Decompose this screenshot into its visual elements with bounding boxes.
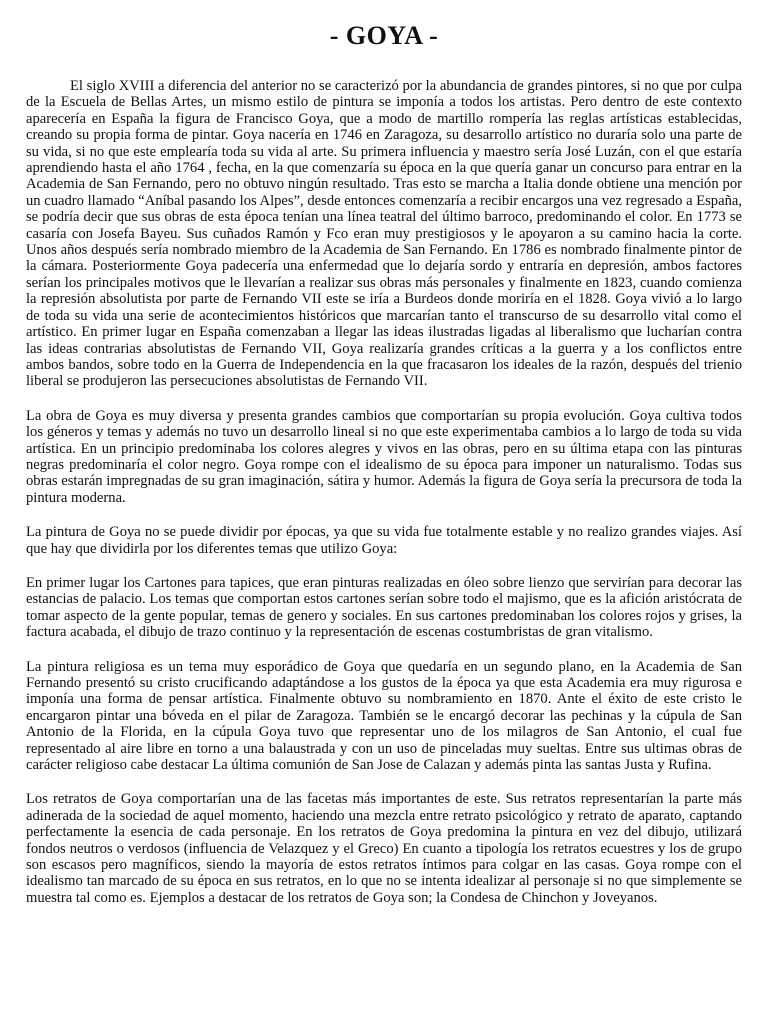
document-page (26, 20, 742, 924)
paragraph-cartones: En primer lugar los Cartones para tapices, que eran pinturas realizadas en óleo sobre lienzo que servirían para decorar las estancias de palacio. Los temas que comportan estos cartones serían sobre todo el majismo, que es la afición aristócrata de tomar aspecto de la gente popular, temas de genero y sociales. En sus cartones predominaban los colores rojos y grises, la factura acabada, el dibujo de trazo continuo y la representación de escenas costumbristas de gran vitalismo. (26, 574, 742, 641)
paragraph-obra: La obra de Goya es muy diversa y presenta grandes cambios que comportarían su propia evolución. Goya cultiva todos los géneros y temas y además no tuvo un desarrollo lineal si no que este experimentaba cambios a lo largo de toda su vida artística. En un principio predominaba los colores alegres y vivos en las obras, pero en su última etapa con las pinturas negras predominaría el color negro. Goya rompe con el idealismo de su época para imponer un naturalismo. Todas sus obras estarán impregnadas de su gran imaginación, sátira y humor. Además la figura de Goya sería la precursora de toda la pintura moderna. (26, 407, 742, 506)
paragraph-intro: El siglo XVIII a diferencia del anterior no se caracterizó por la abundancia de grandes pintores, si no que por culpa de la Escuela de Bellas Artes, un mismo estilo de pintura se imponía a todos los artistas. Pero dentro de este contexto aparecería en España la figura de Francisco Goya, que a modo de martillo rompería las reglas artísticas establecidas, creando su propia forma de pintar. Goya nacería en 1746 en Zaragoza, su desarrollo artístico no duraría solo una parte de su vida, si no que este emplearía toda su vida al arte. Su primera influencia y maestro sería José Luzán, con el que estaría aprendiendo hasta el año 1764 , fecha, en la que comenzaría su época en la que quería ganar un concurso para entrar en la Academia de San Fernando, pero no obtuvo ningún resultado. Tras esto se marcha a Italia donde obtiene una mención por un cuadro llamado “Aníbal pasando los Alpes”, desde entonces comenzaría a recibir encargos una vez regresado a España, se podría decir que sus obras de esta época tenían una línea teatral del último barroco, predominando el color. En 1773 se casaría con Josefa Bayeu. Sus cuñados Ramón y Fco eran muy prestigiosos y le apoyaron a su camino hacia la corte. Unos años después sería nombrado miembro de la Academia de San Fernando. En 1786 es nombrado finalmente pintor de la cámara. Posteriormente Goya padecería una enfermedad que lo dejaría sordo y entraría en depresión, ambos factores serían los principales motivos que le llevarían a realizar sus obras más personales y finalmente en 1823, cuando comienza la represión absolutista por parte de Fernando VII este se iría a Burdeos donde moriría en el 1828. Goya vivió a lo largo de toda su vida una serie de acontecimientos históricos que marcarían tanto el transcurso de su desarrollo vital como el artístico. En primer lugar en España comenzaban a llegar las ideas ilustradas ligadas al liberalismo que lucharían contra las ideas contrarias absolutistas de Fernando VII, Goya realizaría grandes críticas a la guerra y a los conflictos entre ambos bandos, sobre todo en la Guerra de Independencia en la que fracasaron los ideales de la razón, después del trienio liberal se produjeron las persecuciones absolutistas de Fernando VII. (26, 78, 742, 390)
paragraph-religiosa: La pintura religiosa es un tema muy esporádico de Goya que quedaría en un segundo plano, en la Academia de San Fernando presentó su cristo crucificando adaptándose a los gustos de la época ya que esta Academia era muy rigurosa e imponía una forma de pensar artística. Finalmente obtuvo su nombramiento en 1870. Ante el éxito de este cristo le encargaron pintar una bóveda en el pilar de Zaragoza. También se le encargó decorar las pechinas y la cúpula de San Antonio de la Florida, en la cúpula Goya tuvo que representar uno de los milagros de San Antonio, el cual fue representado al aire libre en torno a una balaustrada y con un uso de pinceladas muy sueltas. Entre sus ultimas obras de carácter religioso cabe destacar La última comunión de San Jose de Calazan y además pinta las santas Justa y Rufina. (26, 658, 742, 774)
page-title: - GOYA - (329, 21, 439, 50)
paragraph-division: La pintura de Goya no se puede dividir por épocas, ya que su vida fue totalmente estable y no realizo grandes viajes. Así que hay que dividirla por los diferentes temas que utilizo Goya: (26, 524, 742, 557)
paragraph-retratos: Los retratos de Goya comportarían una de las facetas más importantes de este. Sus retratos representarían la parte más adinerada de la sociedad de aquel momento, haciendo una mezcla entre retrato psicológico y retrato de aparato, captando perfectamente la esencia de cada personaje. En los retratos de Goya predomina la pintura en vez del dibujo, utilizará fondos neutros o verdosos (influencia de Velazquez y el Greco) En cuanto a tipología los retratos ecuestres y los de grupo son escasos pero magníficos, siendo la mayoría de estos retratos íntimos para colgar en las casas. Goya rompe con el idealismo tan marcado de su época en sus retratos, en lo que no se intenta idealizar al personaje si no que simplemente se muestra tal como es. Ejemplos a destacar de los retratos de Goya son; la Condesa de Chinchon y Joveyanos. (26, 791, 742, 906)
